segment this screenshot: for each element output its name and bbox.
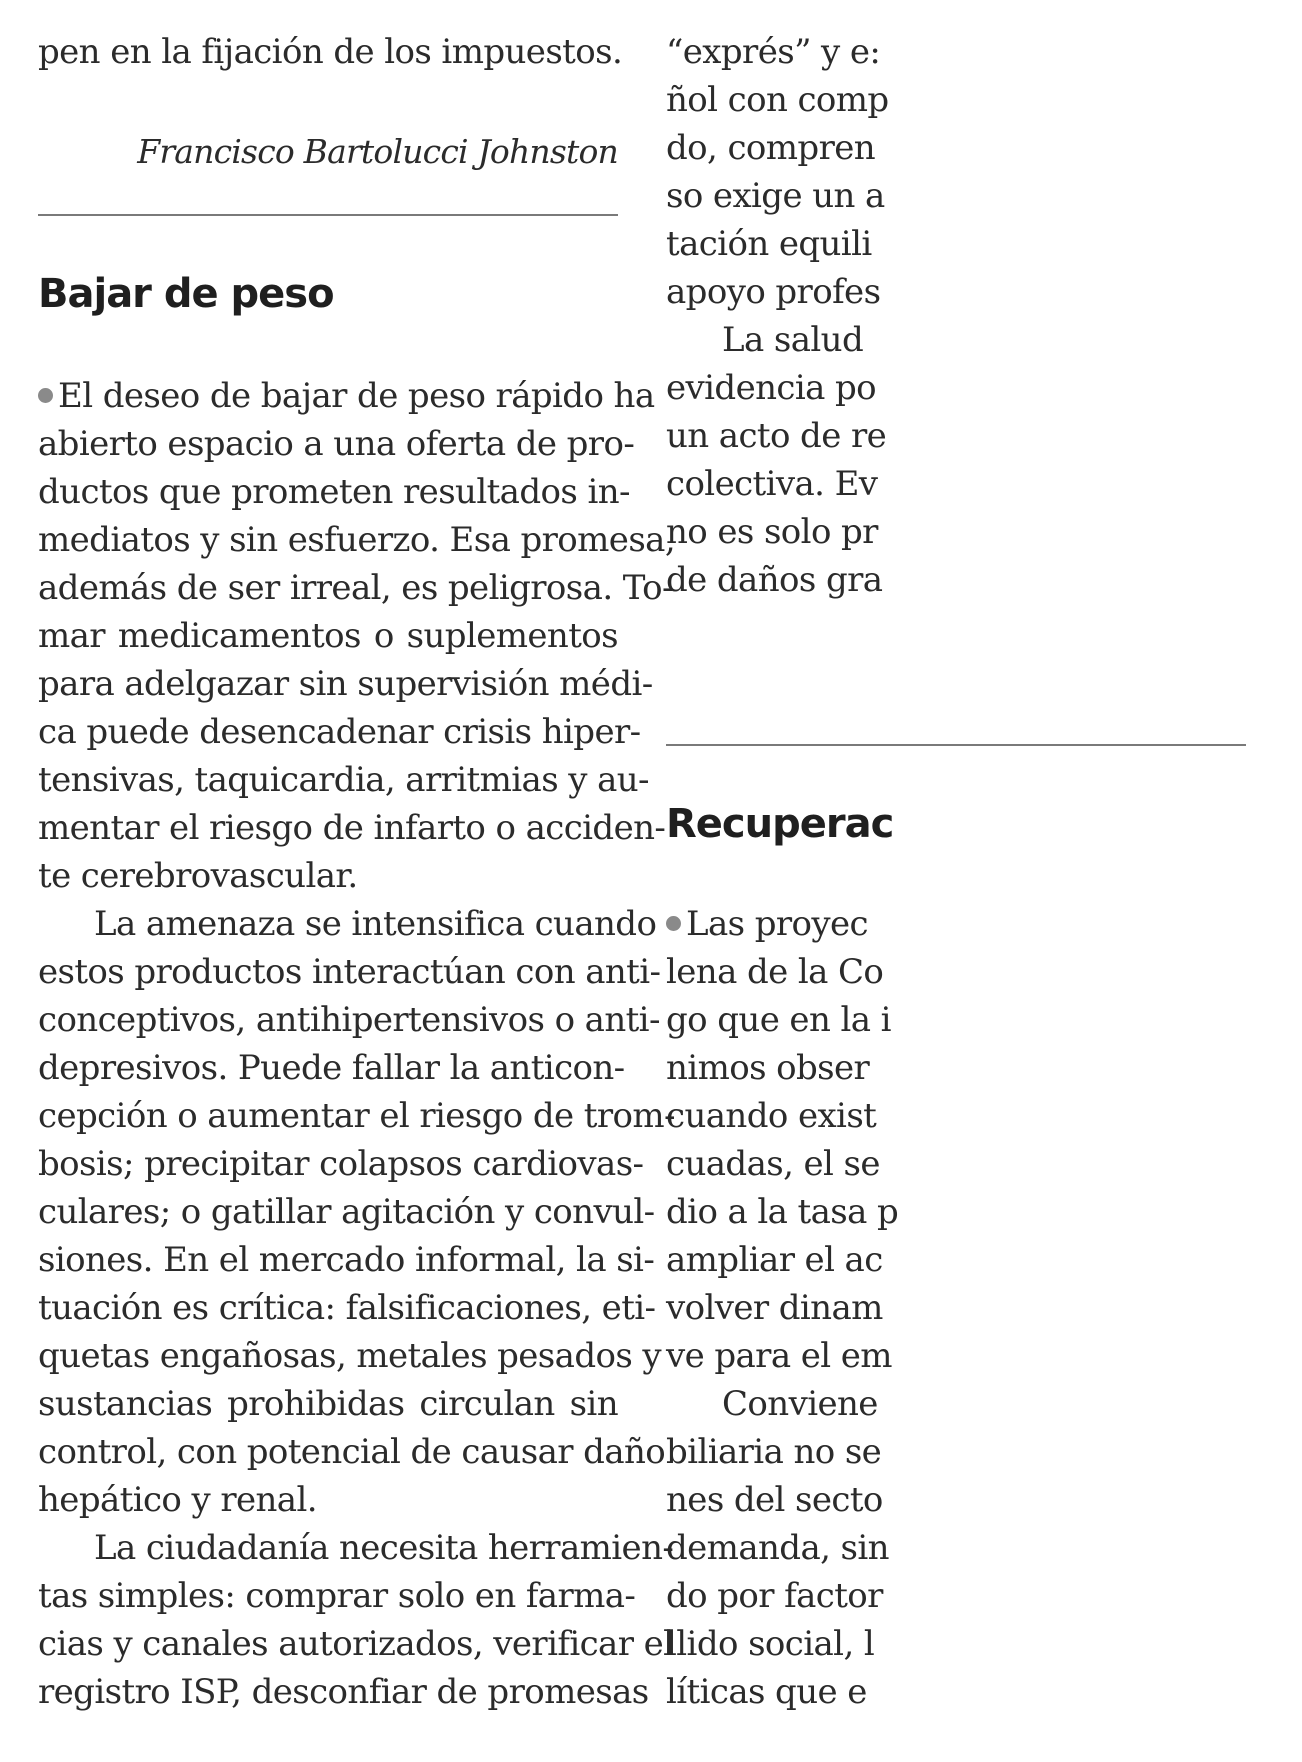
body-line: El deseo de bajar de peso rápido ha bbox=[38, 372, 618, 420]
body-line: quetas engañosas, metales pesados y bbox=[38, 1336, 662, 1376]
body-line: lena de la Co bbox=[666, 952, 884, 992]
body-line: tensivas, taquicardia, arritmias y au- bbox=[38, 760, 649, 800]
body-line: ductos que prometen resultados in- bbox=[38, 472, 630, 512]
body-line: estos productos interactúan con anti- bbox=[38, 952, 661, 992]
body-line: tación equili bbox=[666, 224, 872, 264]
body-line: además de ser irreal, es peligrosa. To- bbox=[38, 568, 673, 608]
body-line: colectiva. Ev bbox=[666, 464, 878, 504]
body-line: cias y canales autorizados, verificar el bbox=[38, 1624, 674, 1664]
body-line: La salud bbox=[722, 320, 864, 360]
body-line: ñol con comp bbox=[666, 80, 889, 120]
body-line: siones. En el mercado informal, la si- bbox=[38, 1240, 655, 1280]
body-line: biliaria no se bbox=[666, 1432, 882, 1472]
body-line: evidencia po bbox=[666, 368, 877, 408]
body-line: sustancias prohibidas circulan sin bbox=[38, 1384, 618, 1424]
body-line: cepción o aumentar el riesgo de trom- bbox=[38, 1096, 675, 1136]
body-line: Conviene bbox=[722, 1384, 878, 1424]
body-line: bosis; precipitar colapsos cardiovas- bbox=[38, 1144, 644, 1184]
body-line: tas simples: comprar solo en farma- bbox=[38, 1576, 636, 1616]
right-column-cropped bbox=[666, 0, 899, 1762]
author-signature: Francisco Bartolucci Johnston bbox=[137, 132, 618, 171]
body-line: cuadas, el se bbox=[666, 1144, 880, 1184]
body-line: volver dinam bbox=[666, 1288, 883, 1328]
body-line: líticas que e bbox=[666, 1672, 867, 1712]
body-line: culares; o gatillar agitación y convul- bbox=[38, 1192, 655, 1232]
body-line: conceptivos, antihipertensivos o anti- bbox=[38, 1000, 660, 1040]
section-divider bbox=[38, 214, 618, 216]
body-line: un acto de re bbox=[666, 416, 887, 456]
body-line: llido social, l bbox=[666, 1624, 875, 1664]
body-line: dio a la tasa p bbox=[666, 1192, 899, 1232]
body-line: Las proyec bbox=[666, 900, 1246, 948]
body-line: “exprés” y e: bbox=[666, 32, 881, 72]
body-line: mar medicamentos o suplementos bbox=[38, 616, 618, 656]
body-line: tuación es crítica: falsificaciones, eti- bbox=[38, 1288, 656, 1328]
body-line: control, con potencial de causar daño bbox=[38, 1432, 666, 1472]
body-line: depresivos. Puede fallar la anticon- bbox=[38, 1048, 625, 1088]
body-line: no es solo pr bbox=[666, 512, 878, 552]
body-line: ampliar el ac bbox=[666, 1240, 883, 1280]
body-line: te cerebrovascular. bbox=[38, 856, 358, 896]
body-line: registro ISP, desconfiar de promesas bbox=[38, 1672, 649, 1712]
article-headline: Bajar de peso bbox=[38, 271, 334, 317]
body-line: do, compren bbox=[666, 128, 876, 168]
body-line: hepático y renal. bbox=[38, 1480, 317, 1520]
body-line: ve para el em bbox=[666, 1336, 892, 1376]
body-line: cuando exist bbox=[666, 1096, 877, 1136]
body-line: do por factor bbox=[666, 1576, 883, 1616]
section-divider bbox=[666, 744, 1246, 746]
bullet-icon bbox=[666, 916, 681, 931]
body-line: mediatos y sin esfuerzo. Esa promesa, bbox=[38, 520, 676, 560]
body-line: apoyo profes bbox=[666, 272, 881, 312]
body-line: La ciudadanía necesita herramien- bbox=[94, 1528, 674, 1568]
body-line: nes del secto bbox=[666, 1480, 883, 1520]
body-line: go que en la i bbox=[666, 1000, 891, 1040]
body-line: mentar el riesgo de infarto o acciden- bbox=[38, 808, 666, 848]
body-line: demanda, sin bbox=[666, 1528, 889, 1568]
bullet-icon bbox=[38, 388, 53, 403]
body-line: de daños gra bbox=[666, 560, 883, 600]
body-line: nimos obser bbox=[666, 1048, 870, 1088]
body-line: La amenaza se intensifica cuando bbox=[94, 904, 657, 944]
body-line: ca puede desencadenar crisis hiper- bbox=[38, 712, 641, 752]
body-line: para adelgazar sin supervisión médi- bbox=[38, 664, 653, 704]
body-line: abierto espacio a una oferta de pro- bbox=[38, 424, 635, 464]
body-line: so exige un a bbox=[666, 176, 885, 216]
top-line: pen en la fijación de los impuestos. bbox=[38, 32, 623, 72]
article-headline: Recuperac bbox=[666, 801, 894, 847]
